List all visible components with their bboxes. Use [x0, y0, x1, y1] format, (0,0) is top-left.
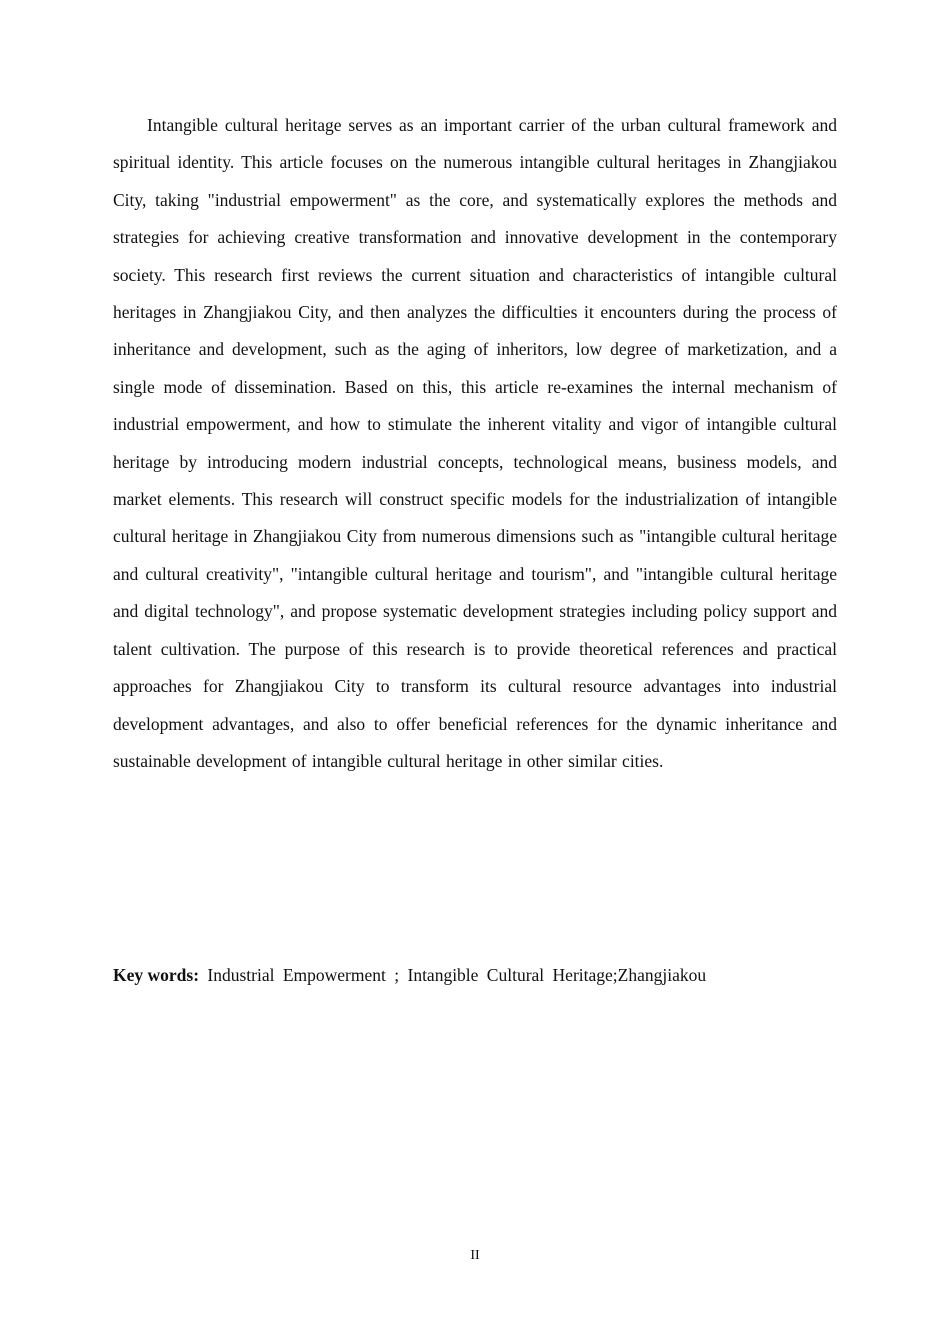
- keywords-line: [113, 957, 837, 994]
- page-number: II: [470, 1248, 480, 1263]
- keywords-label: Key words:: [113, 965, 200, 985]
- keywords-value: Industrial Empowerment ; Intangible Cultural Heritage;Zhangjiakou: [199, 965, 707, 985]
- abstract-paragraph: Intangible cultural heritage serves as an important carrier of the urban cultural framework and spiritual identity. This article focuses on the numerous intangible cultural heritages in Zhangjiakou City, taking "industrial empowerment" as the core, and systematically explores the methods and strategies for achieving creative transformation and innovative development in the contemporary society. This research first reviews the current situation and characteristics of intangible cultural heritages in Zhangjiakou City, and then analyzes the difficulties it encounters during the process of inheritance and development, such as the aging of inheritors, low degree of marketization, and a single mode of dissemination. Based on this, this article re-examines the internal mechanism of industrial empowerment, and how to stimulate the inherent vitality and vigor of intangible cultural heritage by introducing modern industrial concepts, technological means, business models, and market elements. This research will construct specific models for the industrialization of intangible cultural heritage in Zhangjiakou City from numerous dimensions such as "intangible cultural heritage and cultural creativity", "intangible cultural heritage and tourism", and "intangible cultural heritage and digital technology", and propose systematic development strategies including policy support and talent cultivation. The purpose of this research is to provide theoretical references and practical approaches for Zhangjiakou City to transform its cultural resource advantages into industrial development advantages, and also to offer beneficial references for the dynamic inheritance and sustainable development of intangible cultural heritage in other similar cities.: [113, 115, 837, 771]
